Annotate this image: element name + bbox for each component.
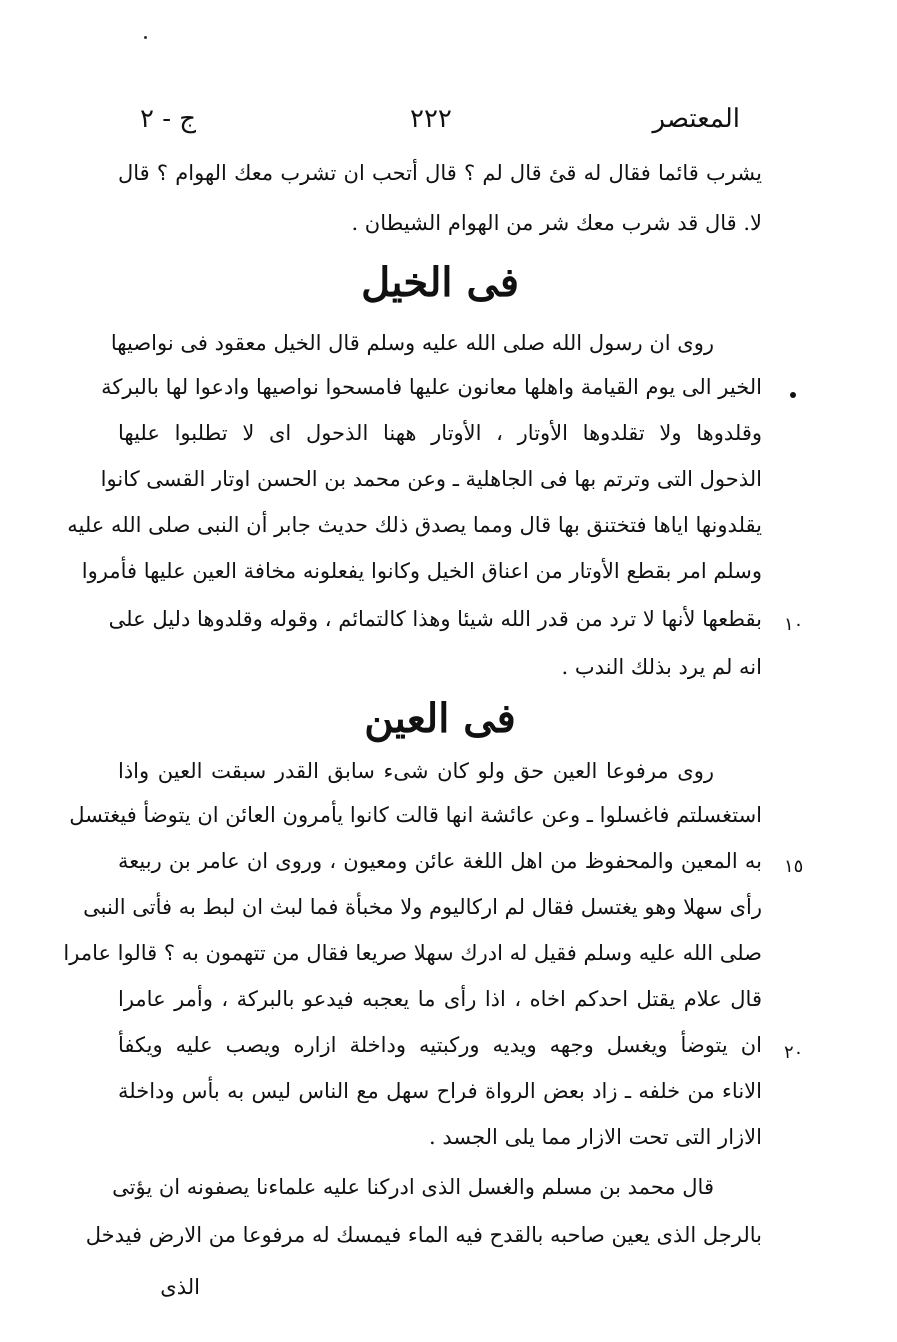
catchword: الذى [160, 1275, 200, 1299]
text-line: صلى الله عليه وسلم فقيل له ادرك سهلا صريعا فقال من تتهمون به ؟ قالوا عامرا [63, 941, 762, 965]
running-header [140, 104, 740, 144]
text-line: الاناء من خلفه ـ زاد بعض الرواة فراح سهل مع الناس ليس به بأس وداخلة [118, 1079, 762, 1103]
text-line: الذحول التى وترتم بها فى الجاهلية ـ وعن محمد بن الحسن اوتار القسى كانوا [100, 467, 762, 491]
margin-line-number: ١٥ [784, 856, 804, 877]
text-line: لا. قال قد شرب معك شر من الهوام الشيطان . [351, 211, 762, 235]
margin-mark [790, 392, 796, 398]
text-line: رأى سهلا وهو يغتسل فقال لم اركاليوم ولا مخبأة فما لبث ان لبط به فأتى النبى [83, 895, 762, 919]
text-line: ان يتوضأ ويغسل وجهه ويديه وركبتيه وداخلة ازاره ويصب عليه ويكفأ [118, 1033, 762, 1057]
volume-label: ج - ٢ [140, 104, 197, 134]
text-line: يشرب قائما فقال له قئ قال لم ؟ قال أتحب ان تشرب معك الهوام ؟ قال [118, 161, 762, 185]
text-line: قال محمد بن مسلم والغسل الذى ادركنا عليه علماءنا يصفونه ان يؤتى [112, 1175, 714, 1199]
text-line: بقطعها لأنها لا ترد من قدر الله شيئا وهذا كالتمائم ، وقوله وقلدوها دليل على [108, 607, 762, 631]
text-line: قال علام يقتل احدكم اخاه ، اذا رأى ما يعجبه فيدعو بالبركة ، وأمر عامرا [118, 987, 762, 1011]
margin-line-number: ٢٠ [784, 1042, 804, 1063]
text-line: انه لم يرد بذلك الندب . [561, 655, 762, 679]
section-heading: فى الخيل [361, 259, 519, 306]
text-line: الخير الى يوم القيامة واهلها معانون عليها فامسحوا نواصيها وادعوا لها بالبركة [101, 375, 762, 399]
page-number: ٢٢٢ [410, 104, 452, 134]
print-speck [144, 36, 147, 39]
text-line: وسلم امر بقطع الأوتار من اعناق الخيل وكانوا يفعلونه مخافة العين عليها فأمروا [81, 559, 762, 583]
text-line: الازار التى تحت الازار مما يلى الجسد . [429, 1125, 762, 1149]
book-title: المعتصر [652, 104, 740, 134]
text-line: استغسلتم فاغسلوا ـ وعن عائشة انها قالت كانوا يأمرون العائن ان يتوضأ فيغتسل [69, 803, 762, 827]
text-line: روى مرفوعا العين حق ولو كان شىء سابق القدر سبقت العين واذا [118, 759, 714, 783]
margin-line-number: ١٠ [784, 614, 804, 635]
text-line: روى ان رسول الله صلى الله عليه وسلم قال الخيل معقود فى نواصيها [110, 331, 714, 355]
text-line: بالرجل الذى يعين صاحبه بالقدح فيه الماء فيمسك له مرفوعا من الارض فيدخل [85, 1223, 762, 1247]
section-heading: فى العين [364, 695, 516, 742]
text-line: وقلدوها ولا تقلدوها الأوتار ، الأوتار ههنا الذحول اى لا تطلبوا عليها [118, 421, 762, 445]
text-line: يقلدونها اياها فتختنق بها قال ومما يصدق ذلك حديث جابر أن النبى صلى الله عليه [67, 513, 762, 537]
text-line: به المعين والمحفوظ من اهل اللغة عائن ومعيون ، وروى ان عامر بن ربيعة [118, 849, 762, 873]
